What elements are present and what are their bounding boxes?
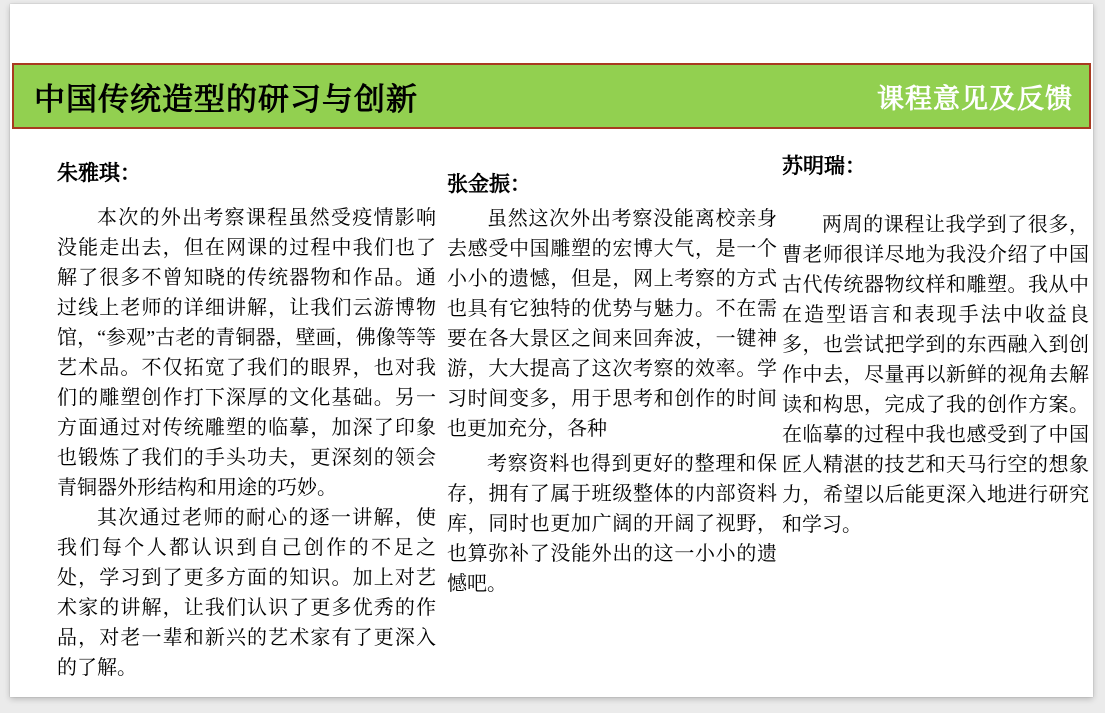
feedback-column-zhu-yaqi [57, 160, 436, 683]
reviewer-name: 张金振： [447, 172, 531, 196]
slide-title: 中国传统造型的研习与创新 [34, 81, 418, 117]
slide-header-bar [12, 63, 1091, 129]
feedback-column-zhang-jinzhen [447, 171, 777, 599]
slide-subtitle: 课程意见及反馈 [877, 83, 1073, 114]
reviewer-name: 苏明瑞： [782, 154, 866, 178]
reviewer-name: 朱雅琪： [57, 161, 141, 185]
feedback-paragraph: 两周的课程让我学到了很多，曹老师很详尽地为我没介绍了中国古代传统器物纹样和雕塑。我从中在造型语言和表现手法中收益良多，也尝试把学到的东西融入到创作中去，尽量再以新鲜的视角去解读和构思，完成了我的创作方案。在临摹的过程中我也感受到了中国匠人精湛的技艺和天马行空的想象力，希望以后能更深入地进行研究和学习。 [782, 214, 1089, 537]
feedback-paragraph: 其次通过老师的耐心的逐一讲解，使我们每个人都认识到自己创作的不足之处，学习到了更多方面的知识。加上对艺术家的讲解，让我们认识了更多优秀的作品，对老一辈和新兴的艺术家有了更深入的了解。 [57, 507, 436, 680]
feedback-column-su-mingrui [782, 153, 1089, 540]
feedback-paragraph: 虽然这次外出考察没能离校亲身去感受中国雕塑的宏博大气，是一个小小的遗憾，但是，网上考察的方式也具有它独特的优势与魅力。不在需要在各大景区之间来回奔波，一键神游，大大提高了这次考察的效率。学习时间变多，用于思考和创作的时间也更加充分，各种 [447, 208, 777, 441]
feedback-paragraph: 考察资料也得到更好的整理和保存，拥有了属于班级整体的内部资料库，同时也更加广阔的开阔了视野，也算弥补了没能外出的这一小小的遗憾吧。 [447, 453, 777, 596]
presentation-slide [10, 4, 1093, 697]
feedback-paragraph: 本次的外出考察课程虽然受疫情影响没能走出去，但在网课的过程中我们也了解了很多不曾知晓的传统器物和作品。通过线上老师的详细讲解，让我们云游博物馆，“参观”古老的青铜器，壁画，佛像等等艺术品。不仅拓宽了我们的眼界，也对我们的雕塑创作打下深厚的文化基础。另一方面通过对传统雕塑的临摹，加深了印象也锻炼了我们的手头功夫，更深刻的领会青铜器外形结构和用途的巧妙。 [57, 207, 436, 500]
